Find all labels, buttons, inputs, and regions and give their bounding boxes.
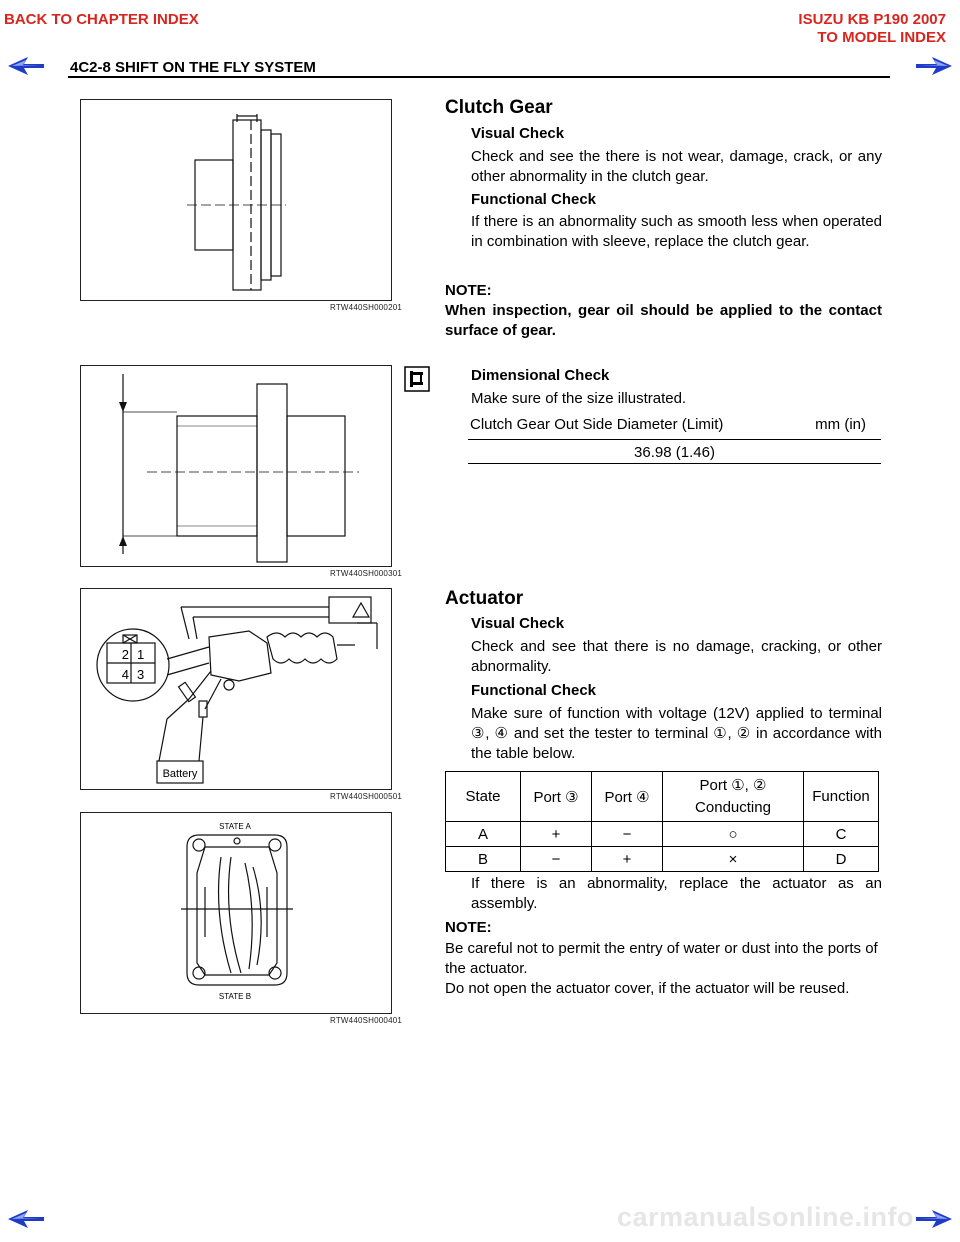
battery-label: Battery [162,768,198,780]
dimensional-text: Make sure of the size illustrated. [471,390,687,407]
cell-port-3: + [521,822,592,847]
actuator-functional-text: Make sure of function with voltage (12V) applied to terminal ③, ④ and set the tester to terminal ①, ② in accordance with the table below. [471,705,882,762]
table-row [446,847,879,872]
cell-function: D [804,847,879,872]
footer-next-arrow-icon[interactable] [914,1208,954,1230]
figure-actuator-states [80,812,392,1014]
figure-clutch-gear-side [80,99,392,301]
cell-function: C [804,822,879,847]
dimensional-heading: Dimensional Check [471,367,610,384]
spec-rule-top [468,439,881,440]
to-model-index-link[interactable]: TO MODEL INDEX [817,29,946,46]
figure-1-caption: RTW440SH000201 [330,303,403,312]
footer-prev-arrow-icon[interactable] [6,1208,46,1230]
clutch-note-text: When inspection, gear oil should be applied to the contact surface of gear. [445,302,882,339]
spec-rule-bottom [468,463,881,464]
cell-port-4: − [592,822,663,847]
clutch-gear-title: Clutch Gear [445,97,553,118]
actuator-note-line-1: Be careful not to permit the entry of water or dust into the ports of the actuator. [445,940,878,977]
figure-3-caption: RTW440SH000501 [330,792,403,801]
actuator-visual-heading: Visual Check [471,615,565,632]
actuator-states-drawing [81,813,391,1013]
cell-state: B [446,847,521,872]
actuator-title: Actuator [445,588,524,609]
clutch-visual-heading: Visual Check [471,125,565,142]
next-page-arrow-icon[interactable] [914,55,954,77]
clutch-note-label: NOTE: [445,282,492,299]
th-state: State [446,772,521,822]
cell-conducting: ○ [663,822,804,847]
cell-port-4: + [592,847,663,872]
state-b-label: STATE B [218,992,252,1001]
cell-port-3: − [521,847,592,872]
clutch-gear-side-drawing [81,100,391,300]
cell-state: A [446,822,521,847]
table-row [446,822,879,847]
clutch-visual-text: Check and see the there is not wear, damage, crack, or any other abnormality in the clutch gear. [471,148,882,185]
figure-clutch-gear-dimension [80,365,392,567]
spec-unit: mm (in) [815,416,866,433]
th-port-1-2 [663,772,804,822]
figure-4-caption: RTW440SH000401 [330,1016,403,1025]
pin-2: 2 [121,647,129,662]
spec-label: Clutch Gear Out Side Diameter (Limit) [470,416,724,433]
clutch-functional-text: If there is an abnormality such as smooth less when operated in combination with sleeve, replace the clutch gear. [471,213,882,250]
page-title: 4C2-8 SHIFT ON THE FLY SYSTEM [70,59,316,76]
th-conducting-label: Conducting [695,798,771,816]
actuator-functional-heading: Functional Check [471,682,597,699]
pin-3: 3 [137,667,145,682]
spec-header-row [470,416,882,433]
actuator-visual-text: Check and see that there is no damage, cracking, or other abnormality. [471,638,882,675]
th-function: Function [804,772,879,822]
figure-actuator-wiring [80,588,392,790]
model-title-link[interactable]: ISUZU KB P190 2007 [798,11,946,28]
prev-page-arrow-icon[interactable] [6,55,46,77]
actuator-note-line-2: Do not open the actuator cover, if the actuator will be reused. [445,980,850,997]
pin-1: 1 [137,647,145,662]
actuator-wiring-drawing [81,589,391,789]
state-a-label: STATE A [219,822,251,831]
cell-conducting: × [663,847,804,872]
table-header-row [446,772,879,822]
actuator-abnormal-text: If there is an abnormality, replace the actuator as an assembly. [471,875,882,912]
th-port-1-2-label: Port ①, ② [699,776,767,794]
back-to-chapter-link[interactable]: BACK TO CHAPTER INDEX [4,11,199,28]
pin-4: 4 [121,667,129,682]
actuator-function-table [445,771,879,872]
actuator-note-label: NOTE: [445,919,492,936]
spec-value: 36.98 (1.46) [634,444,715,461]
th-port-4: Port ④ [592,772,663,822]
header-rule [68,76,890,78]
watermark: carmanualsonline.info [616,1202,914,1232]
figure-2-caption: RTW440SH000301 [330,569,403,578]
th-port-3: Port ③ [521,772,592,822]
clutch-functional-heading: Functional Check [471,191,597,208]
measure-icon [404,366,430,392]
clutch-gear-dimension-drawing [81,366,391,566]
